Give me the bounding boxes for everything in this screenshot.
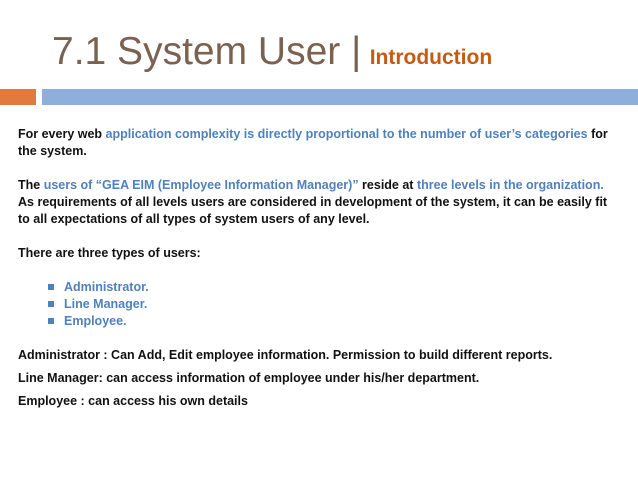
paragraph-user-types-intro: There are three types of users:	[18, 246, 201, 260]
detail-employee: Employee : can access his own details	[18, 394, 248, 408]
paragraph-complexity-text-1: For every web	[18, 127, 106, 141]
paragraph-users-highlight-1: users of “GEA EIM (Employee Information Manager)”	[43, 178, 359, 192]
paragraph-users-text-1: The	[18, 178, 44, 192]
paragraph-users-text-3: As requirements of all levels users are considered in development of the system, it can be easily fit to all expectations of all types of system users of any level.	[18, 195, 608, 226]
list-item	[48, 296, 618, 313]
list-item	[48, 279, 618, 296]
user-types-list	[18, 279, 618, 330]
paragraph-complexity-text-2: for the system.	[18, 127, 608, 158]
paragraph-users-text-2: reside at	[358, 178, 417, 192]
paragraph-complexity	[18, 126, 618, 160]
paragraph-users-highlight-2: three levels in the organization.	[416, 178, 604, 192]
accent-bar-blue	[42, 89, 638, 105]
detail-line-manager: Line Manager: can access information of employee under his/her department.	[18, 371, 480, 385]
user-type-line-manager: Line Manager.	[64, 297, 148, 311]
slide-title-subtitle: Introduction	[369, 46, 493, 69]
detail-administrator: Administrator : Can Add, Edit employee information. Permission to build different reports.	[18, 348, 553, 362]
list-item	[48, 313, 618, 330]
square-bullet-icon	[48, 284, 54, 290]
user-type-administrator: Administrator.	[64, 280, 149, 294]
paragraph-complexity-highlight: application complexity is directly proportional to the number of user’s categories	[105, 127, 588, 141]
square-bullet-icon	[48, 318, 54, 324]
slide-content	[18, 126, 618, 416]
paragraph-users-levels	[18, 177, 618, 228]
slide-title	[52, 30, 492, 74]
user-type-employee: Employee.	[64, 314, 127, 328]
slide-title-main: 7.1 System User |	[52, 30, 362, 73]
square-bullet-icon	[48, 301, 54, 307]
accent-bar-orange	[0, 89, 36, 105]
